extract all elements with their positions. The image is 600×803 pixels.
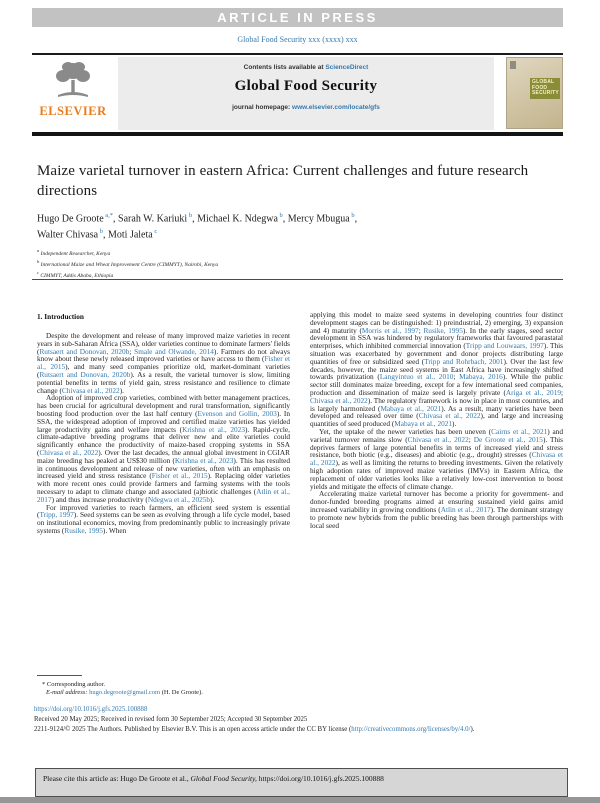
doi-link[interactable]: https://doi.org/10.1016/j.gfs.2025.100888 <box>34 706 148 713</box>
body-text: ) and thus increase productivity ( <box>51 494 148 504</box>
body-text: ). In the early stages, seed sector development in SSA was hindered by regulatory frameworks that favoured parastatal enterprises, which inhibited commercial innovation ( <box>310 325 563 351</box>
author-affiliation-sup[interactable]: a,* <box>103 212 114 219</box>
journal-title: Global Food Security <box>234 78 378 94</box>
elsevier-logo[interactable] <box>33 58 113 128</box>
body-paragraph <box>37 394 290 503</box>
journal-cover-thumbnail[interactable] <box>506 57 563 129</box>
affiliation <box>37 247 557 258</box>
body-text: ). When <box>102 525 127 535</box>
affiliation-text: International Maize and Wheat Improvement Centre (CIMMYT), Nairobi, Kenya <box>39 261 219 268</box>
copyright-text: 2211-9124/© 2025 The Authors. Published by Elsevier B.V. This is an open access article under the CC BY license ( <box>34 726 352 733</box>
license-link[interactable]: http://creativecommons.org/licenses/by/4.0/ <box>351 726 471 733</box>
citation-link[interactable]: Ndegwa et al., 2025b <box>147 494 211 504</box>
body-text: ). In SSA, the widespread adoption of improved and certified maize varieties has yielded large productivity gains and welfare impacts ( <box>37 408 290 434</box>
citation-doi: https://doi.org/10.1016/j.gfs.2025.100888 <box>256 774 384 783</box>
citation-link[interactable]: Langyintuo et al., 2010 <box>379 372 454 382</box>
body-text: ). This situation was exacerbated by government and donor projects distributing large quantities of free or subsidized seed ( <box>310 341 563 366</box>
citation-link[interactable]: Cairns et al., 2021 <box>491 426 548 436</box>
footnote-rule <box>37 675 82 676</box>
corresponding-author-note: * Corresponding author. <box>42 681 106 688</box>
citation-link[interactable]: Fisher et al., 2015 <box>37 354 290 372</box>
email-suffix: (H. De Groote). <box>160 689 203 696</box>
citation-link[interactable]: Chivasa et al., 2022 <box>61 385 120 395</box>
author-name: Moti Jaleta <box>108 229 153 241</box>
body-paragraph <box>37 504 290 535</box>
body-text: ). <box>119 385 124 395</box>
homepage-line <box>118 104 494 111</box>
body-text: ). This has resulted in continuous development and release of new varieties, often with an emphasis on increased yield and stress resistance ( <box>37 455 290 481</box>
citation-link[interactable]: Mabaya et al., 2021 <box>380 403 442 413</box>
citation-link[interactable]: Ariga et al., 2019 <box>505 387 561 397</box>
body-paragraph <box>310 311 563 428</box>
citation-link[interactable]: Atlin et al., 2017 <box>37 486 290 504</box>
body-text: ). Seed systems can be seen as evolving through a life cycle model, based on institutional economics, moving from predominantly public to increasingly private systems ( <box>37 510 290 535</box>
author-affiliation-sup[interactable]: c <box>152 228 158 236</box>
header-rule-top <box>32 53 563 55</box>
body-text: ). This deprives farmers of large potential benefits in terms of increased yield and stress resistance, both biotic (e.g., diseases) and abiotic (e.g., drought) stresses ( <box>310 434 563 460</box>
body-text: ). As a result, many varieties have been developed and released over time ( <box>310 403 564 421</box>
body-text: ). Over the last few decades, however, the maize seed systems in East Africa have increasingly shifted towards privatization ( <box>310 356 564 382</box>
affiliation-text: CIMMYT, Addis Ababa, Ethiopia <box>39 272 114 279</box>
citation-link[interactable]: Rutsaert and Donovan, 2020b <box>39 369 131 379</box>
body-text: ) and varietal turnover remains slow ( <box>310 426 563 444</box>
body-paragraph <box>37 332 290 394</box>
body-text: ). <box>452 419 457 429</box>
body-text: ), as well as limiting the returns to breeding investments. Given the relatively high adoption rates of improved maize varieties (IMVs) in Eastern Africa, the replacement of older varieties looks like a relatively low-cost intervention to boost yields and mitigate the effects of climate change. <box>310 458 563 491</box>
received-dates: Received 20 May 2025; Received in revised form 30 September 2025; Accepted 30 September 2025 <box>34 716 308 723</box>
author-name: Hugo De Groote <box>37 213 104 225</box>
author-name: Mercy Mbugua <box>287 213 350 225</box>
body-paragraph <box>310 490 563 529</box>
citation-link[interactable]: Atlin et al., 2017 <box>440 504 491 514</box>
copyright-line <box>34 726 474 733</box>
citation-link[interactable]: Smale and Olwande, 2014 <box>134 346 214 356</box>
article-title: Maize varietal turnover in eastern Africa: Current challenges and future research directions <box>37 163 529 199</box>
author-name: Sarah W. Kariuki <box>118 213 188 225</box>
body-text: For improved varieties to reach farmers, an efficient seed system is essential ( <box>37 502 290 520</box>
article-body <box>37 311 563 535</box>
citation-link[interactable]: Chivasa et al., 2022 <box>310 450 563 468</box>
journal-reference: Global Food Security xxx (xxxx) xxx <box>237 35 358 44</box>
author-affiliation-sup[interactable]: b <box>349 212 355 219</box>
affiliation <box>37 258 557 269</box>
body-text: ). Replacing older varieties with more recent ones could provide farmers and farming systems with the tools necessary to adapt to climate change and associated (a)biotic challenges ( <box>37 471 290 496</box>
body-text: ). Over the last decades, the annual global investment in CGIAR maize breeding has peaked at US$30 million ( <box>37 447 290 465</box>
affiliation-sup: a <box>37 248 40 253</box>
citation-link[interactable]: De Groote et al., 2015 <box>473 434 543 444</box>
body-paragraph <box>310 428 563 490</box>
affiliations <box>37 247 557 279</box>
author-affiliation-sup[interactable]: b <box>98 228 103 236</box>
viewer-background-strip <box>0 797 600 803</box>
body-text: applying this model to maize seed systems in developing countries four distinct development stages can be distinguished: 1) preindustrial, 2) emerging, 3) expansion and 4) maturity ( <box>310 310 563 335</box>
body-text: Accelerating maize varietal turnover has become a priority for government- and donor-funded breeding programs aimed at ensuring sustained yield gains amid increased variability in growing conditions ( <box>310 489 563 514</box>
citation-link[interactable]: Chivasa et al., 2022 <box>39 447 99 457</box>
citation-link[interactable]: Rusike, 1995 <box>64 525 103 535</box>
body-text: Despite the development and release of many improved maize varieties in recent years in sub-Saharan Africa (SSA), older varieties continue to dominate farmers' fields ( <box>37 331 290 356</box>
citation-link[interactable]: Rusike, 1995 <box>423 325 463 335</box>
body-text: ). The dominant strategy to promote new hybrids from the public breeding has been through partnerships with local seed <box>310 504 563 530</box>
left-column <box>37 311 290 535</box>
email-line <box>37 689 299 697</box>
body-text: ), and large and increasing quantities of seed produced ( <box>310 411 563 429</box>
homepage-prefix: journal homepage: <box>232 104 293 111</box>
header-rule-bottom <box>32 132 563 136</box>
author-separator: , <box>282 213 288 225</box>
body-text: Yet, the uptake of the newer varieties has been uneven ( <box>319 426 492 436</box>
email-link[interactable]: hugo.degroote@gmail.com <box>89 689 161 696</box>
author-separator: , <box>354 213 358 225</box>
author-separator: , <box>192 213 198 225</box>
footnote-block <box>37 675 299 697</box>
body-text: ), and many seed companies prioritize old, market-dominant varieties ( <box>37 362 290 379</box>
citation-link[interactable]: Tripp and Louwaars, 1997 <box>465 341 544 351</box>
citation-link[interactable]: Chivasa et al., 2022 <box>418 411 481 421</box>
body-text: Adoption of improved crop varieties, combined with better management practices, has been crucial for agricultural development and rural transformation, significantly boosting food production over the last half century ( <box>37 393 290 418</box>
citation-link[interactable]: Morris et al., 1997 <box>361 325 419 335</box>
body-text: ). <box>210 494 215 504</box>
body-text: ; <box>468 434 474 444</box>
body-text: ; <box>560 387 563 397</box>
affiliation-sup: c <box>37 269 39 275</box>
author-list <box>37 209 557 242</box>
section-rule <box>32 279 563 280</box>
citation-link[interactable]: Tripp and Rohrbach, 2001 <box>424 356 504 366</box>
citation-prefix: Please cite this article as: Hugo De Groote et al., <box>43 774 191 783</box>
body-text: ; <box>453 372 460 382</box>
body-text: ; <box>129 346 135 356</box>
section-heading: 1. Introduction <box>37 312 84 321</box>
affiliation-text: Independent Researcher, Kenya <box>39 250 111 257</box>
right-column <box>310 311 563 535</box>
copyright-suffix: ). <box>470 726 475 733</box>
citation-link[interactable]: Chivasa et al., 2022 <box>310 395 368 405</box>
elsevier-wordmark: ELSEVIER <box>39 104 107 118</box>
citation-link[interactable]: Rutsaert and Donovan, 2020b <box>39 346 130 356</box>
citation-link[interactable]: Krishna et al., 2023 <box>174 455 234 465</box>
body-text: ). While the public sector still dominates maize breeding, except for a few international seed companies, production and dissemination of maize seed is largely private ( <box>310 372 564 397</box>
author-name: Walter Chivasa <box>37 229 99 241</box>
citation-link[interactable]: Mabaya, 2016 <box>459 372 503 382</box>
body-text: ). Farmers do not always know about these newly released improved varieties or have access to them ( <box>37 346 290 364</box>
body-text: ; <box>418 325 424 335</box>
citation-notice <box>35 768 568 797</box>
journal-masthead <box>118 57 494 130</box>
citation-link[interactable]: Krishna et al., 2023 <box>182 424 245 434</box>
affiliation <box>37 269 557 280</box>
contents-line <box>118 64 494 71</box>
citation-link[interactable]: Fisher et al., 2015 <box>151 471 208 481</box>
cover-title: GLOBAL FOOD SECURITY <box>530 78 560 99</box>
citation-journal: Global Food Security, <box>190 774 257 783</box>
author-affiliation-sup[interactable]: b <box>187 212 193 219</box>
affiliation-sup: b <box>37 258 40 264</box>
author-affiliation-sup[interactable]: b <box>277 212 283 219</box>
citation-link[interactable]: Evenson and Gollin, 2003 <box>197 408 277 418</box>
body-text: ). Rapid-cycle, climate-adaptive breeding programs that deliver new and elite varieties could significantly enhance the productivity of maize-based cropping systems in SSA ( <box>37 424 290 457</box>
email-label: E-mail address: <box>46 689 90 696</box>
cover-elsevier-mark <box>510 61 516 69</box>
citation-link[interactable]: Chivasa et al., 2022 <box>407 434 469 444</box>
body-text: ). The regulatory framework is now in place in most countries, and is largely harmonized ( <box>310 395 563 413</box>
body-text: ). As a result, the varietal turnover is slow, limiting potential benefits in terms of yield gain, stress resistance and resilience to climate change ( <box>37 369 290 395</box>
article-in-press-banner: ARTICLE IN PRESS <box>32 8 563 27</box>
author-separator: , <box>103 229 108 241</box>
elsevier-tree-icon <box>50 58 96 104</box>
citation-link[interactable]: Tripp, 1997 <box>39 510 74 520</box>
sciencedirect-link[interactable]: ScienceDirect <box>325 64 369 71</box>
author-separator: , <box>113 213 119 225</box>
contents-prefix: Contents lists available at <box>243 64 326 71</box>
citation-link[interactable]: Mabaya et al., 2021 <box>394 419 453 429</box>
author-name: Michael K. Ndegwa <box>197 213 278 225</box>
homepage-link[interactable]: www.elsevier.com/locate/gfs <box>292 104 380 111</box>
